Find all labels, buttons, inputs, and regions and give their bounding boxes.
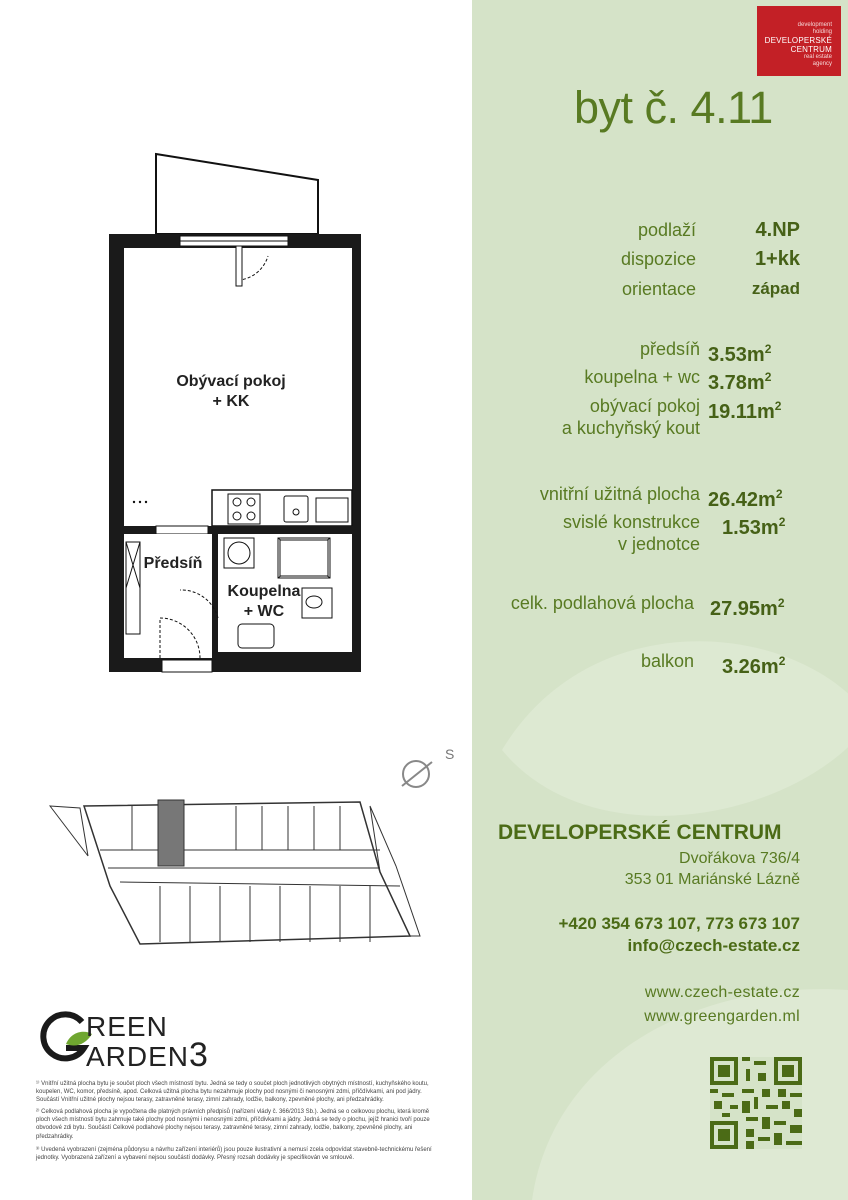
detail-row-floor bbox=[472, 219, 848, 249]
total-label-line1: svislé konstrukce bbox=[562, 512, 700, 532]
company-street: Dvořákova 736/4 bbox=[679, 850, 800, 867]
area-unit: 2 bbox=[764, 370, 772, 384]
detail-row-layout bbox=[472, 248, 848, 278]
company-phones[interactable]: +420 354 673 107, 773 673 107 bbox=[558, 914, 800, 933]
room-bath-text2: + WC bbox=[243, 603, 285, 620]
logo-line5: real estate bbox=[803, 54, 832, 60]
area-value bbox=[708, 366, 771, 394]
total-label bbox=[563, 511, 700, 555]
total-value bbox=[710, 592, 785, 620]
area-row-hall bbox=[472, 338, 848, 368]
logo-line4: CENTRUM bbox=[790, 45, 832, 54]
room-hall-label: Předsíň bbox=[143, 555, 203, 572]
area-number: 19.11m bbox=[708, 401, 775, 423]
unit-title: byt č. 4.11 bbox=[574, 82, 773, 133]
area-label bbox=[562, 395, 700, 439]
right-panel bbox=[472, 0, 848, 1200]
area-label-line1: obývací pokoj bbox=[589, 396, 700, 416]
logo-text-arden: ARDEN bbox=[86, 1041, 190, 1072]
logo-text-line1: REEN bbox=[86, 1011, 168, 1042]
total-row-structures bbox=[472, 511, 848, 559]
company-email-link[interactable]: info@czech-estate.cz bbox=[627, 936, 800, 955]
total-row-floor-area bbox=[472, 592, 848, 622]
area-value bbox=[708, 338, 771, 366]
detail-row-orientation bbox=[472, 278, 848, 308]
area-number: 3.78m bbox=[708, 372, 765, 394]
area-row-bath bbox=[472, 366, 848, 396]
total-unit: 2 bbox=[778, 515, 786, 529]
area-label: předsíň bbox=[639, 339, 700, 359]
total-number: 1.53m bbox=[722, 517, 779, 539]
qr-code-icon[interactable] bbox=[710, 1057, 802, 1149]
detail-value: 1+kk bbox=[754, 248, 800, 270]
logo-line6: agency bbox=[812, 61, 832, 67]
total-value bbox=[722, 650, 785, 678]
total-label-line2: v jednotce bbox=[617, 534, 700, 554]
room-bath-text: Koupelna bbox=[227, 583, 301, 600]
detail-label: orientace bbox=[621, 279, 696, 299]
total-unit: 2 bbox=[775, 487, 783, 501]
room-bath-label bbox=[224, 582, 304, 622]
logo-number: 3 bbox=[189, 1036, 209, 1074]
compass-label: S bbox=[445, 746, 455, 762]
company-city: 353 01 Mariánské Lázně bbox=[624, 871, 800, 888]
area-value bbox=[708, 395, 781, 423]
total-number: 26.42m bbox=[708, 489, 776, 511]
total-label: vnitřní užitná plocha bbox=[539, 484, 700, 504]
company-web-link-1[interactable]: www.czech-estate.cz bbox=[644, 984, 800, 1001]
room-living-label bbox=[171, 372, 291, 412]
total-unit: 2 bbox=[777, 596, 785, 610]
logo-text-line2 bbox=[86, 1036, 209, 1075]
logo-line3: DEVELOPERSKÉ bbox=[764, 36, 832, 45]
building-overview-plan bbox=[40, 796, 440, 946]
detail-label: dispozice bbox=[620, 249, 696, 269]
area-number: 3.53m bbox=[708, 344, 765, 366]
logo-line2: holding bbox=[812, 29, 832, 35]
room-living-text2: + KK bbox=[212, 393, 250, 410]
area-unit: 2 bbox=[764, 342, 772, 356]
company-web-link-2[interactable]: www.greengarden.ml bbox=[644, 1008, 800, 1025]
area-row-living bbox=[472, 395, 848, 443]
footnote-2: ²⁾ Celková podlahová plocha je vypočtena dle platných právních předpisů (nařízení vlády č. 366/2013 Sb.). Jedná se o celkovou plochu, která kromě ploch všech místností bytu zahrnuje také plochy pod nosnými i nenosnými zdmi, příčdivkami a jádry. Jedná se tedy o plochu, jejíž hranici tvoří pouze obvodové zdi bytu. Součástí Celkové podlahové plochy nejsou terasy, zatravněné terasy, zimní zahrady, lodžie, balkony, zpevněné plochy, ani předzahrádky. bbox=[36, 1109, 430, 1140]
area-label: koupelna + wc bbox=[584, 367, 700, 387]
total-unit: 2 bbox=[778, 654, 786, 668]
total-value bbox=[708, 483, 783, 511]
total-value bbox=[722, 511, 785, 539]
total-label: balkon bbox=[640, 651, 694, 671]
logo-line1: development bbox=[797, 22, 832, 28]
footnote-3: ³⁾ Uvedená vyobrazení (zejména půdorysu a návrhu zařízení interiérů) jsou pouze ilustrativní a nemusí zcela odpovídat stavebně-technickému řešení jednotky. Vyobrazená zařízení a vybavení nejsou součástí dodávky. Přesný rozsah dodávky je specifikován ve smlouvě. bbox=[36, 1147, 432, 1162]
room-living-text: Obývací pokoj bbox=[176, 373, 286, 390]
detail-value: 4.NP bbox=[755, 219, 800, 241]
total-row-usable bbox=[472, 483, 848, 513]
area-unit: 2 bbox=[774, 399, 782, 413]
company-name: DEVELOPERSKÉ CENTRUM bbox=[498, 821, 782, 844]
developer-logo bbox=[757, 6, 841, 76]
footnote-1: ¹⁾ Vnitřní užitná plocha bytu je součet ploch všech místností bytu. Jedná se tedy o součet ploch jednotlivých obytných místností, kuchyňského koutu, koupelen, WC, komor, předsíně, apod. Celková užitná plocha bytu nezahrnuje plochy pod nosnými či nenosnými zdmi, příčdívkami, ani pod jádry. Součástí Vnitřní užitné plochy nejsou terasy, zatravněné terasy, zimní zahrady, lodžie, balkony, zpevněné plochy, ani předzahrádky. bbox=[36, 1081, 429, 1104]
detail-value: západ bbox=[751, 279, 800, 298]
detail-label: podlaží bbox=[637, 220, 696, 240]
total-number: 3.26m bbox=[722, 656, 779, 678]
area-label-line2: a kuchyňský kout bbox=[561, 418, 700, 438]
total-label: celk. podlahová plocha bbox=[510, 593, 694, 613]
total-row-balcony bbox=[472, 650, 848, 680]
total-number: 27.95m bbox=[710, 598, 778, 620]
